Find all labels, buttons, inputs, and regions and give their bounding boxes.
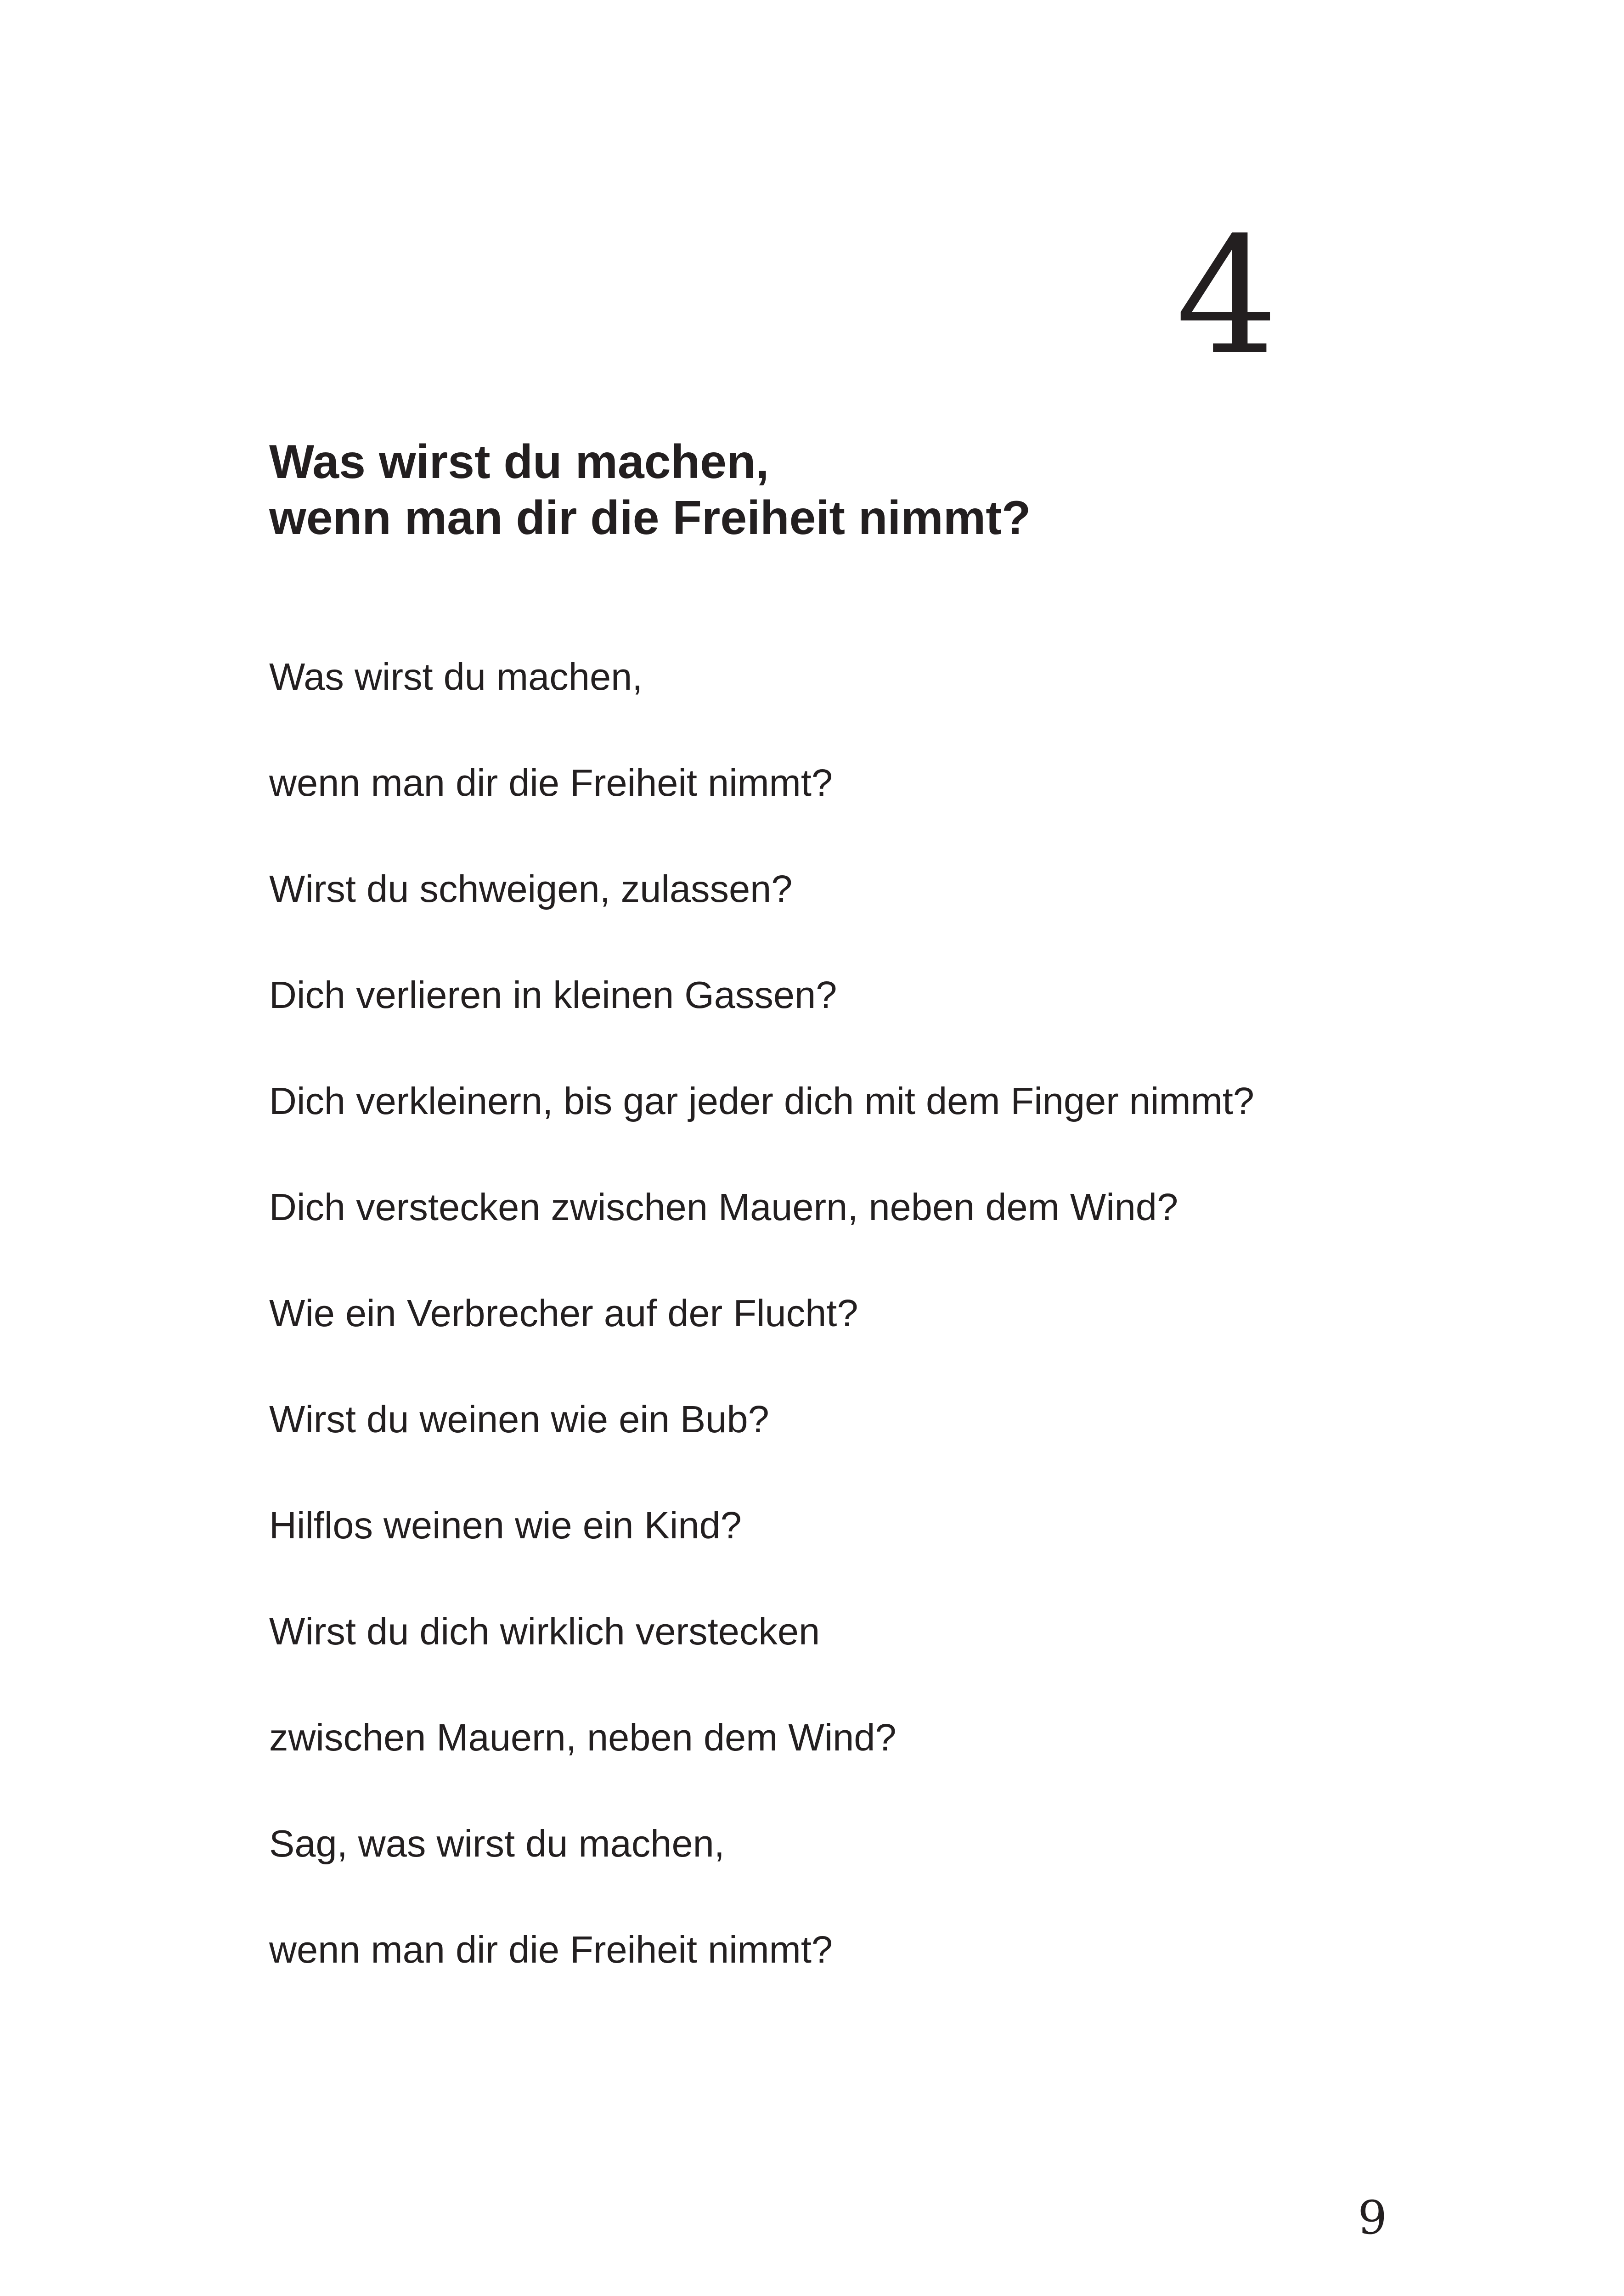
poem-title-line: Was wirst du machen, [269, 435, 769, 489]
poem-body [269, 654, 1509, 2033]
poem-line: zwischen Mauern, neben dem Wind? [269, 1716, 897, 1759]
poem-title [269, 434, 1463, 546]
poem-number: 4 [1176, 203, 1278, 390]
poem-line: Dich verkleinern, bis gar jeder dich mit dem Finger nimmt? [269, 1080, 1254, 1122]
poem-line: wenn man dir die Freiheit nimmt? [269, 1928, 833, 1971]
poem-line: wenn man dir die Freiheit nimmt? [269, 761, 833, 804]
poem-line: Dich verstecken zwischen Mauern, neben dem Wind? [269, 1186, 1179, 1228]
poem-line: Dich verlieren in kleinen Gassen? [269, 974, 837, 1016]
poem-line: Wirst du schweigen, zulassen? [269, 867, 793, 910]
page-number: 9 [1358, 2191, 1387, 2245]
poem-title-line: wenn man dir die Freiheit nimmt? [269, 491, 1031, 545]
poem-line: Wirst du dich wirklich verstecken [269, 1610, 820, 1653]
poem-line: Was wirst du machen, [269, 655, 643, 698]
poem-line: Wirst du weinen wie ein Bub? [269, 1398, 769, 1441]
poem-line: Wie ein Verbrecher auf der Flucht? [269, 1292, 858, 1334]
poem-line: Sag, was wirst du machen, [269, 1822, 725, 1865]
poem-line: Hilflos weinen wie ein Kind? [269, 1504, 742, 1547]
